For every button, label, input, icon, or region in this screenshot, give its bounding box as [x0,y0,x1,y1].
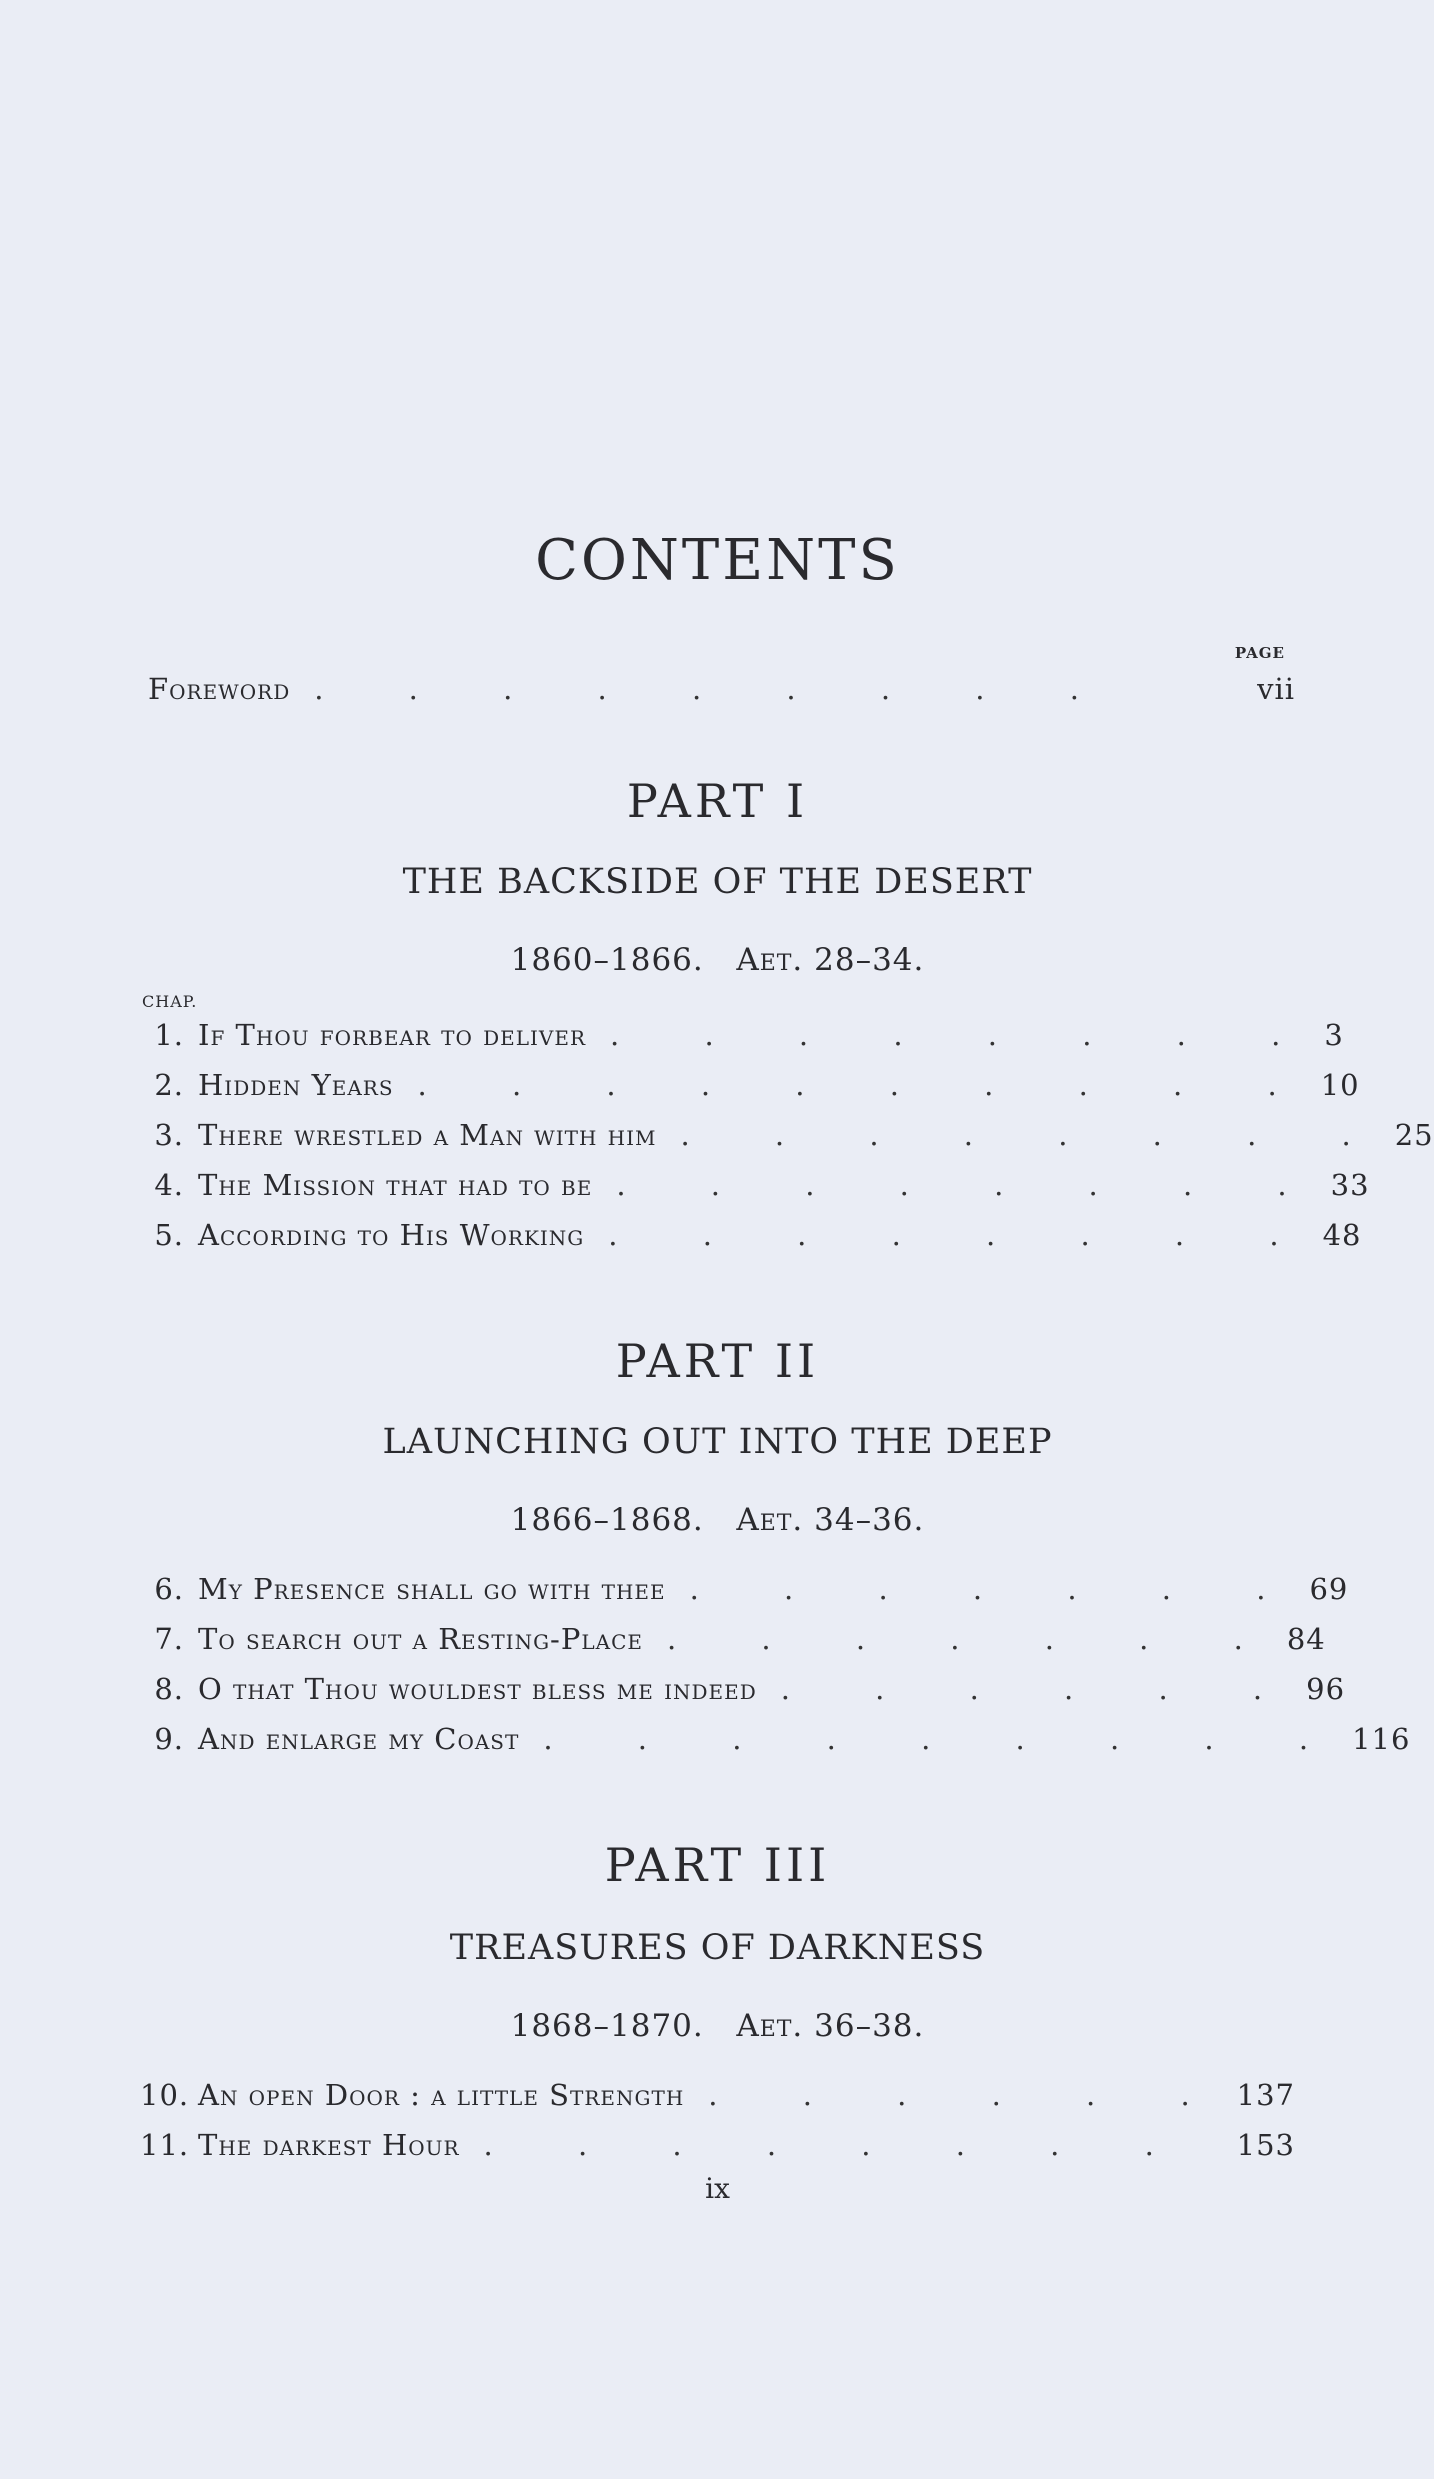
toc-entry-page: 116 [1352,1722,1411,1756]
leader-dots: . . . . . . . . . [543,1722,1347,1756]
toc-entry-page: 84 [1286,1622,1326,1656]
part-years: 1868–1870. [510,2008,704,2044]
part-subtitle: THE BACKSIDE OF THE DESERT [402,862,1033,902]
toc-entry-page: 3 [1324,1018,1344,1052]
chapter-number: 3. [154,1118,184,1152]
toc-entry-label: An open Door : a little Strength [198,2078,685,2112]
part-years: 1866–1868. [510,1502,704,1538]
toc-entry-page: 137 [1236,2078,1295,2112]
toc-entry[interactable] [140,1672,1346,1712]
toc-entry[interactable] [140,1722,1411,1762]
page-column-header: PAGE [1234,644,1285,662]
part-aet: Aet. 36–38. [736,2008,925,2044]
part-heading: PART II [615,1334,820,1388]
chapter-number: 9. [154,1722,184,1756]
toc-entry-label: To search out a Resting-Place [198,1622,643,1656]
part-dates [140,2008,1295,2044]
leader-dots: . . . . . . . . [616,1168,1325,1202]
page-number: ix [705,2172,730,2205]
toc-entry-label: The Mission that had to be [198,1168,593,1202]
part-aet: Aet. 28–34. [736,942,925,978]
toc-entry-page: 153 [1236,2128,1295,2162]
toc-entry-page: 69 [1309,1572,1349,1606]
toc-entry[interactable] [140,1622,1326,1662]
chapter-number: 10. [140,2078,190,2112]
toc-entry-label: There wrestled a Man with him [198,1118,657,1152]
part-subtitle: TREASURES OF DARKNESS [449,1928,986,1968]
chapter-number: 7. [154,1622,184,1656]
leader-dots: . . . . . . . . . [314,672,1117,706]
leader-dots: . . . . . . [780,1672,1301,1706]
chapter-number: 11. [140,2128,190,2162]
chapter-column-header: CHAP. [142,992,198,1011]
toc-entry-page: 25 [1394,1118,1434,1152]
chapter-number: 5. [154,1218,184,1252]
toc-entry-label: If Thou forbear to deliver [198,1018,587,1052]
toc-entry-label: My Presence shall go with thee [198,1572,666,1606]
toc-entry[interactable] [140,1118,1434,1158]
toc-entry[interactable] [140,1218,1362,1258]
toc-entry-foreword[interactable] [148,672,1295,712]
part-dates [140,1502,1295,1538]
leader-dots: . . . . . . . . [610,1018,1319,1052]
leader-dots: . . . . . . . . [483,2128,1192,2162]
leader-dots: . . . . . . . . [608,1218,1317,1252]
toc-entry[interactable] [140,1018,1344,1058]
chapter-number: 4. [154,1168,184,1202]
toc-entry[interactable] [140,1168,1370,1208]
toc-entry-page: 33 [1330,1168,1370,1202]
part-dates [140,942,1295,978]
leader-dots: . . . . . . . [689,1572,1304,1606]
toc-entry-label: According to His Working [198,1218,585,1252]
leader-dots: . . . . . . . . . . [417,1068,1315,1102]
part-aet: Aet. 34–36. [736,1502,925,1538]
chapter-number: 1. [154,1018,184,1052]
toc-entry-label: Hidden Years [198,1068,394,1102]
part-years: 1860–1866. [510,942,704,978]
chapter-number: 8. [154,1672,184,1706]
leader-dots: . . . . . . . [667,1622,1281,1656]
part-heading: PART I [626,774,809,828]
leader-dots: . . . . . . . . [680,1118,1389,1152]
toc-entry[interactable] [140,1572,1349,1612]
toc-entry-label: The darkest Hour [198,2128,460,2162]
chapter-number: 2. [154,1068,184,1102]
toc-entry-page: 96 [1306,1672,1346,1706]
leader-dots: . . . . . . [708,2078,1228,2112]
toc-entry-page: vii [1257,672,1295,706]
toc-entry-label: O that Thou wouldest bless me indeed [198,1672,757,1706]
part-heading: PART III [604,1838,831,1892]
toc-entry-label: And enlarge my Coast [198,1722,520,1756]
toc-entry-page: 48 [1322,1218,1362,1252]
toc-entry[interactable] [140,1068,1360,1108]
toc-entry[interactable] [140,2078,1295,2118]
chapter-number: 6. [154,1572,184,1606]
page-title: CONTENTS [535,528,900,593]
part-subtitle: LAUNCHING OUT INTO THE DEEP [382,1422,1053,1462]
toc-entry-page: 10 [1320,1068,1360,1102]
toc-entry[interactable] [140,2128,1295,2168]
toc-entry-label: Foreword [148,672,291,706]
